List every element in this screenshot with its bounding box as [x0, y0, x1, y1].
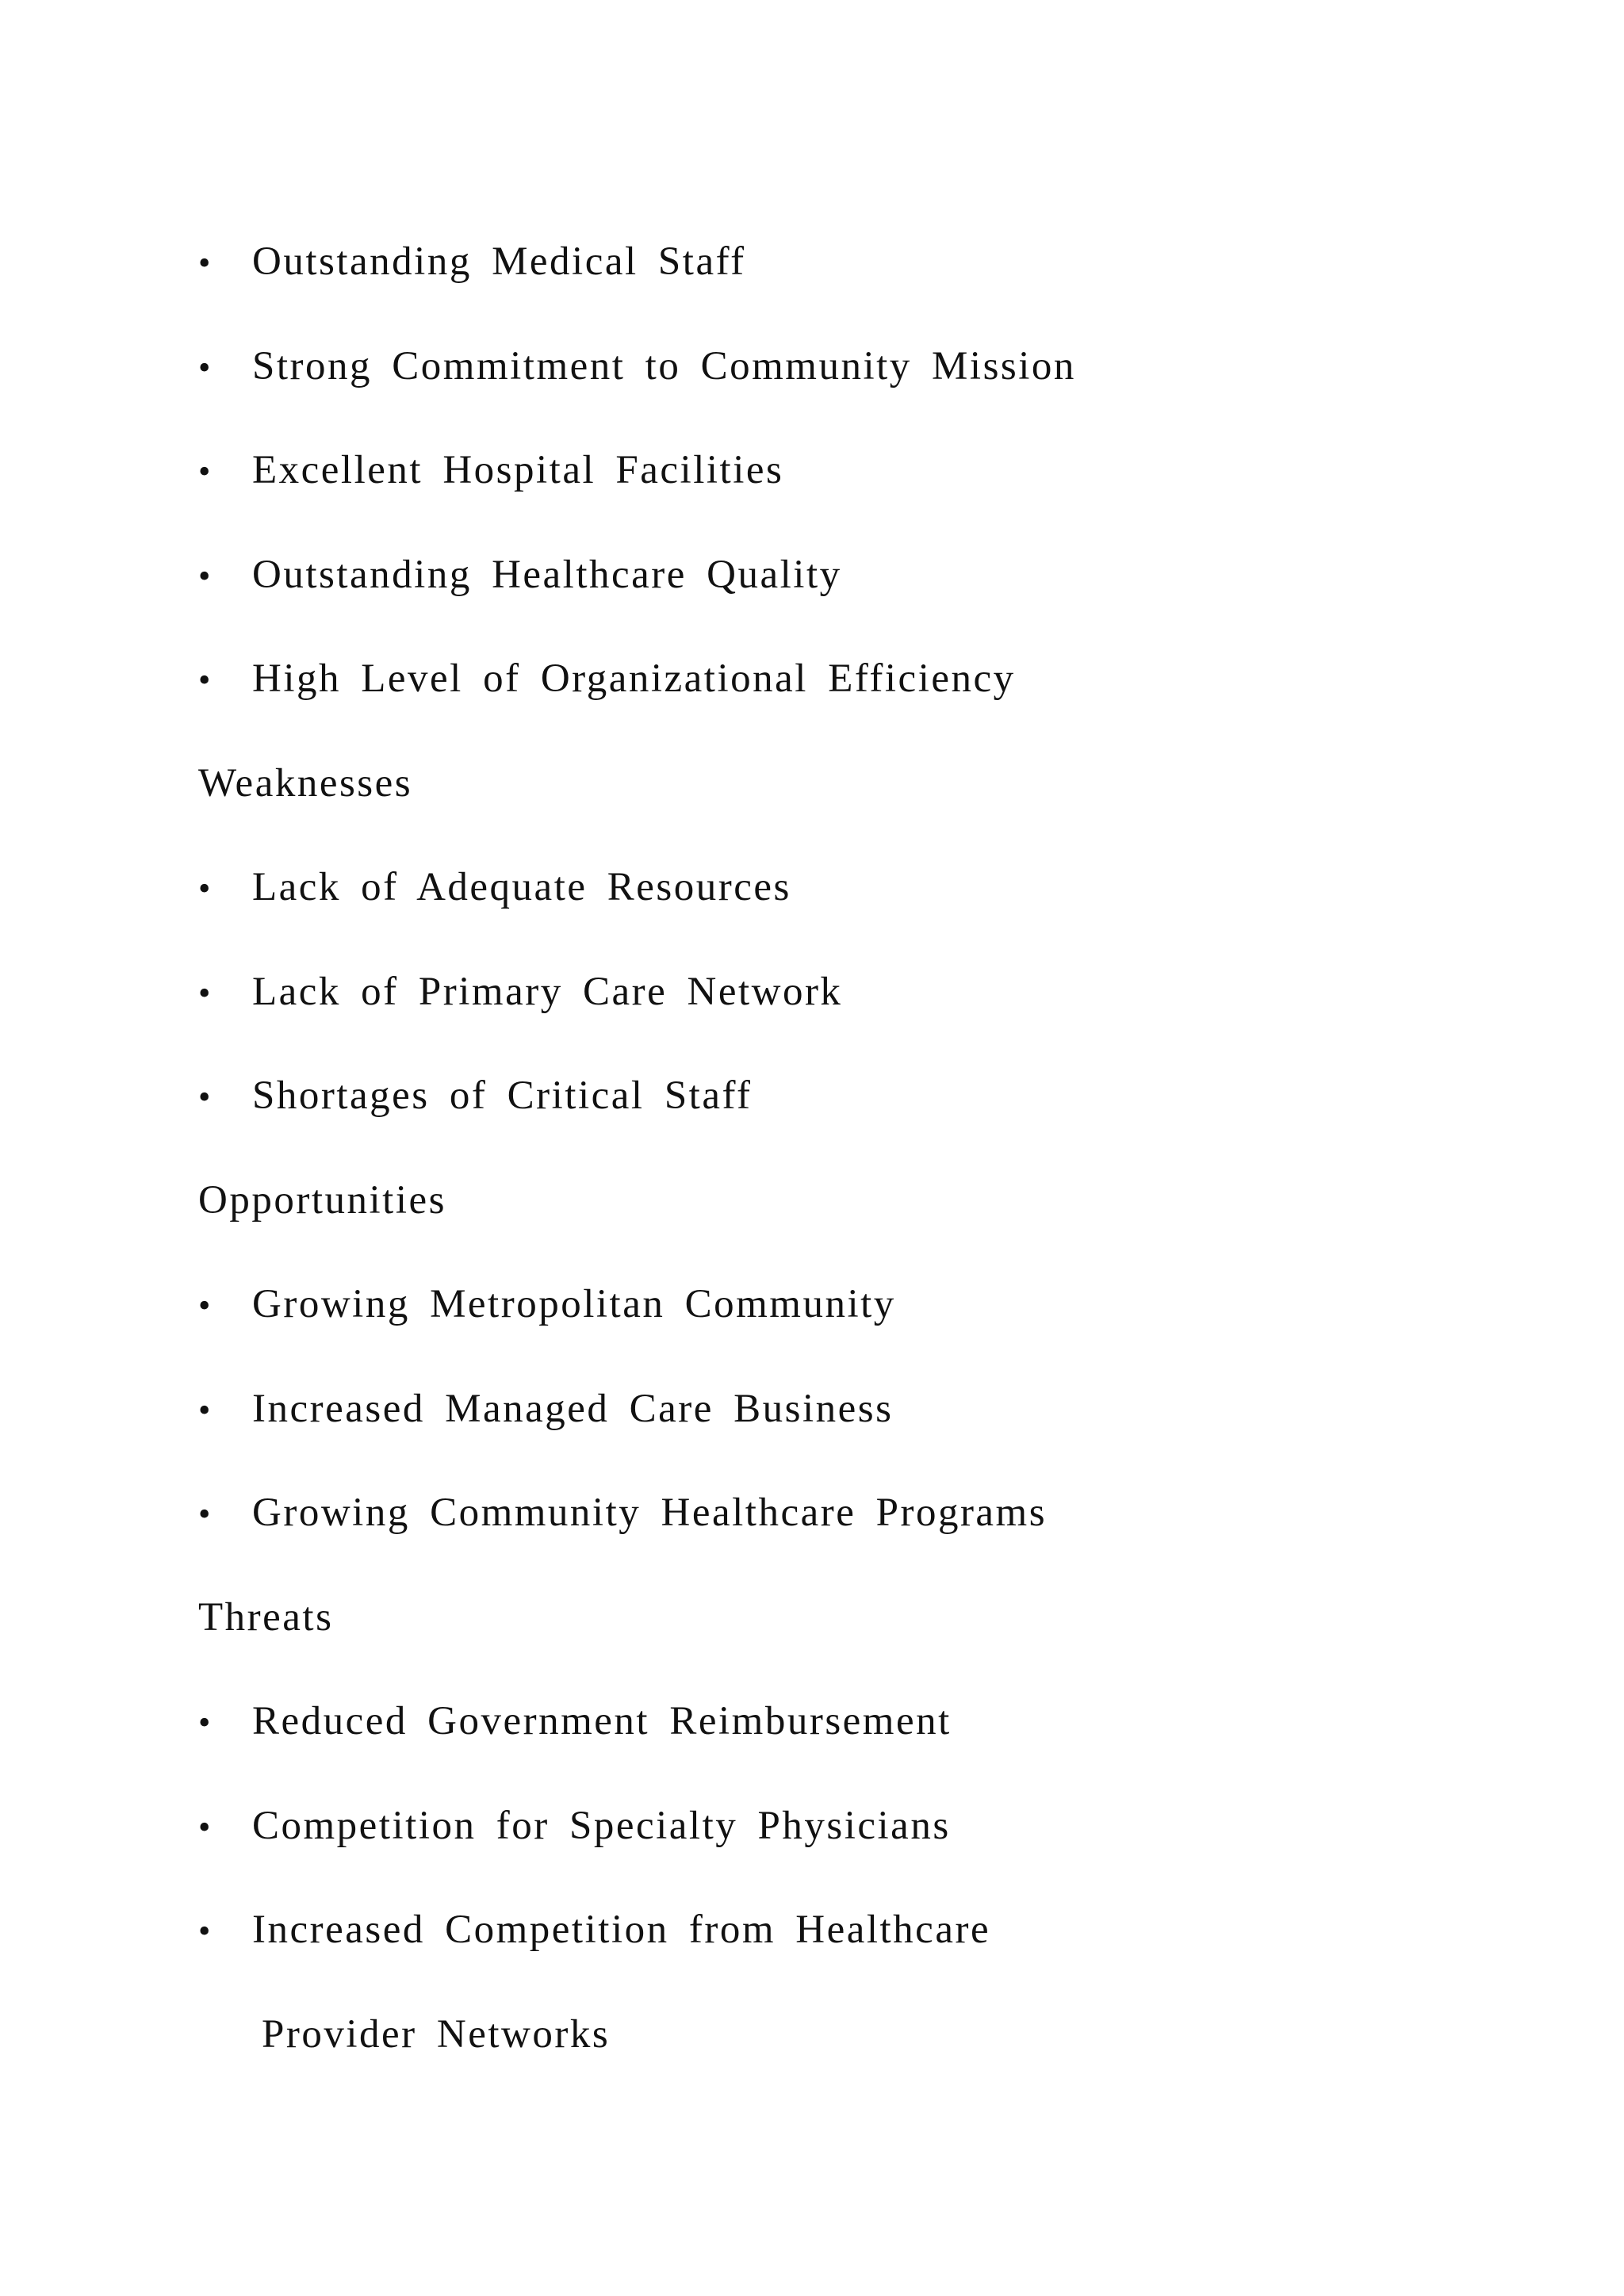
- list-item-text: Increased Competition from Healthcare: [252, 1908, 991, 1952]
- list-item: [198, 1802, 1467, 1907]
- bullet: •: [198, 1494, 213, 1533]
- section-heading-text: Weaknesses: [198, 760, 413, 806]
- list-item: [198, 863, 1467, 968]
- list-item-text: Strong Commitment to Community Mission: [252, 343, 1076, 388]
- list-item-text: Excellent Hospital Facilities: [252, 448, 784, 492]
- bullet: •: [198, 660, 213, 699]
- list-item-text: Shortages of Critical Staff: [252, 1073, 753, 1118]
- list-item-text: Competition for Specialty Physicians: [252, 1803, 951, 1848]
- list-item-text: Increased Managed Care Business: [252, 1386, 894, 1431]
- list-item: [198, 1906, 1467, 2011]
- list-item: [198, 342, 1467, 447]
- bullet: •: [198, 1807, 213, 1846]
- bullet: •: [198, 869, 213, 908]
- section-heading-opportunities: [198, 1177, 1467, 1281]
- list-item-text: Reduced Government Reimbursement: [252, 1699, 952, 1743]
- list-item: [198, 551, 1467, 656]
- list-item-continuation: [198, 2011, 1467, 2115]
- list-item: [198, 1280, 1467, 1385]
- bullet: •: [198, 1286, 213, 1325]
- list-item: [198, 1385, 1467, 1490]
- bullet: •: [198, 347, 213, 387]
- list-item-text: Lack of Primary Care Network: [252, 969, 843, 1014]
- bullet: •: [198, 1390, 213, 1429]
- list-item-text: High Level of Organizational Efficiency: [252, 656, 1016, 701]
- bullet: •: [198, 243, 213, 282]
- section-heading-text: Opportunities: [198, 1177, 446, 1223]
- list-item-text: Lack of Adequate Resources: [252, 865, 791, 909]
- list-item-text: Provider Networks: [262, 2011, 611, 2057]
- bullet: •: [198, 1077, 213, 1116]
- list-item-text: Growing Metropolitan Community: [252, 1282, 896, 1326]
- list-item: [198, 1489, 1467, 1594]
- list-item: [198, 655, 1467, 760]
- swot-list: [198, 238, 1467, 2114]
- list-item: [198, 238, 1467, 342]
- bullet: •: [198, 556, 213, 595]
- list-item: [198, 1072, 1467, 1177]
- section-heading-text: Threats: [198, 1594, 334, 1640]
- list-item-text: Outstanding Medical Staff: [252, 239, 746, 284]
- list-item-text: Growing Community Healthcare Programs: [252, 1490, 1048, 1535]
- list-item: [198, 968, 1467, 1073]
- list-item-text: Outstanding Healthcare Quality: [252, 552, 842, 597]
- bullet: •: [198, 1703, 213, 1742]
- section-heading-weaknesses: [198, 760, 1467, 864]
- section-heading-threats: [198, 1594, 1467, 1698]
- bullet: •: [198, 452, 213, 491]
- list-item: [198, 1697, 1467, 1802]
- list-item: [198, 446, 1467, 551]
- bullet: •: [198, 973, 213, 1012]
- bullet: •: [198, 1911, 213, 1950]
